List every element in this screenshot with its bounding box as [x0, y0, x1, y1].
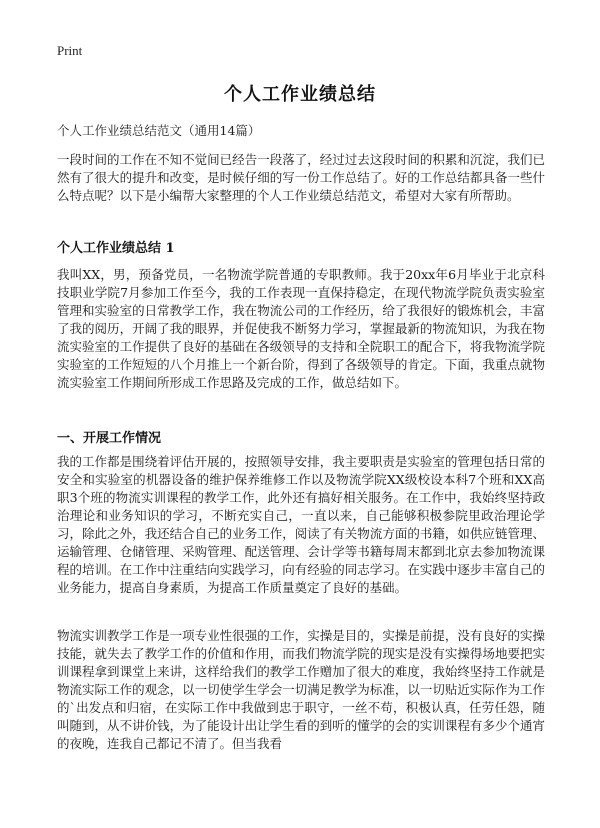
paragraph: 我叫XX，男，预备党员，一名物流学院普通的专职教师。我于20xx年6月毕业于北京科技职业学院7月参加工作至今，我的工作表现一直保持稳定，在现代物流学院负责实验室管理和实验室的日常教学工作，我在物流公司的工作经历，给了我很好的锻炼机会，丰富了我的阅历，开阔了我的眼界，并促使我不断努力学习，掌握最新的物流知识，为我在物流实验室的工作提供了良好的基础在各级领导的支持和全院职工的配合下，将我物流学院实验室的工作短短的八个月推上一个新台阶，得到了各级领导的肯定。下面，我重点就物流实验室工作期间所形成工作思路及完成的工作，做总结如下。 — [57, 267, 545, 390]
print-link[interactable]: Print — [57, 43, 83, 58]
page-title: 个人工作业绩总结 — [224, 84, 376, 105]
intro-paragraph: 一段时间的工作在不知不觉间已经告一段落了，经过过去这段时间的积累和沉淀，我们已然有了很大的提升和改变，是时候仔细的写一份工作总结了。好的工作总结都具备一些什么特点呢？以下是小编帮大家整理的个人工作业绩总结范文，希望对大家有所帮助。 — [57, 152, 545, 203]
paragraph: 物流实训教学工作是一项专业性很强的工作，实操是目的，实操是前提，没有良好的实操技能，就失去了教学工作的价值和作用，而我们物流学院的现实是没有实操得场地要把实训课程拿到课堂上来讲，这样给我们的教学工作赠加了很大的难度，我始终坚持工作就是物流实际工作的观念，以一切使学生学会一切满足教学为标准，以一切贴近实际作为工作的`出发点和归宿，在实际工作中我做到忠于职守，一丝不苟，积极认真，任劳任怨，随叫随到，从不讲价钱，为了能设计出让学生看的到听的懂学的会的实训课程有多少个通宵的夜晚，连我自己都记不清了。但当我看 — [57, 628, 545, 751]
document-subtitle: 个人工作业绩总结范文（通用14篇） — [57, 123, 261, 138]
section-heading: 个人工作业绩总结 1 — [57, 241, 175, 256]
paragraph: 我的工作都是围绕着评估开展的，按照领导安排，我主要职责是实验室的管理包括日常的安全和实验室的机器设备的维护保养维修工作以及物流学院XX级校设本科7个班和XX高职3个班的物流实训课程的教学工作，此外还有搞好相关服务。在工作中，我始终坚持政治理论和业务知识的学习，不断充实自己，一直以来，自己能够积极参院里政治理论学习，除此之外，我还结合自己的业务工作，阅读了有关物流方面的书籍，如供应链管理、运输管理、仓储管理、采购管理、配送管理、会计学等书籍每周末都到北京去参加物流课程的培训。在工作中注重结向实践学习，向有经验的同志学习。在实践中逐步丰富自己的业务能力，提高自身素质，为提高工作质量奠定了良好的基础。 — [57, 454, 545, 595]
section-heading: 一、开展工作情况 — [57, 431, 162, 446]
